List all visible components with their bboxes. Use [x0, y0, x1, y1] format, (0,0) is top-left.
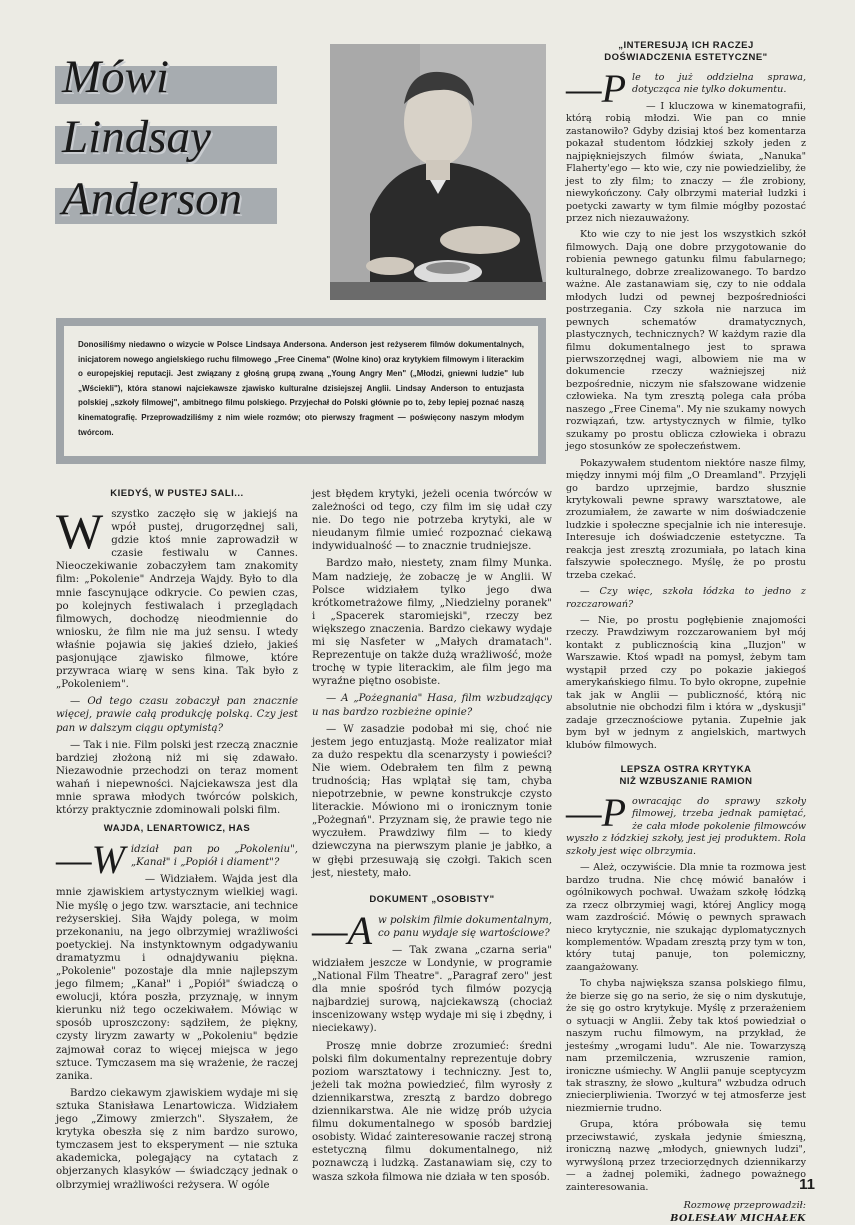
title-word-2: Lindsay — [62, 111, 211, 163]
paragraph: — I kluczowa w kinematografii, którą robią młodzi. Wie pan co mnie zastanowiło? Gdyby dzisiaj ktoś bez komentarza pokazał studentom łódzkiej szkoły jeden z najpiękniejszych filmów świata, „Nanuka" Flaherty'ego — kto wie, czy nie powiedzieliby, że jest to zły film; to znaczy — źle zrobiony, niewykończony. Cały olbrzymi materiał ludzki i poetycki zawarty w tym filmie mógłby pozostać przez nich niezauważony. — [566, 100, 806, 224]
section-heading — [566, 40, 806, 64]
paragraph: — Widziałem. Wajda jest dla mnie zjawiskiem artystycznym wielkiej wagi. Nie myślę o jego tzw. warsztacie, ani technice reżyserskiej. Siła Wajdy polega, w moim przekonaniu, na jego olbrzymiej wrażliwości poetyckiej. Na instynktownym odgadywaniu dramatyzmu i odnajdywaniu piękna. „Pokolenie" pozostaje dla mnie najlepszym jego filmem; „Kanał" i „Popiół" świadczą o ewolucji, która poszła, przyznaję, w innym kierunku niż tego oczekiwałem. Mówiąc w sposób uproszczony: sądziłem, że piękny, czysty liryzm zawarty w „Pokoleniu" będzie zajmował coraz to więcej miejsca w jego sztuce. Tymczasem ma się wrażenie, że raczej zanika. — [56, 874, 298, 1082]
question: — Czy więc, szkoła łódzka to jedno z rozczarowań? — [566, 586, 806, 610]
paragraph: Proszę mnie dobrze zrozumieć: średni polski film dokumentalny reprezentuje dobry poziom warsztatowy i techniczny. Jest to, jeżeli tak można powiedzieć, film wyrosły z dziennikarstwa, zresztą z bardzo dobrego dziennikarstwa. Ale nie widzę prób użycia filmu dokumentalnego w sposób bardziej osobisty. Widać zainteresowanie raczej stroną estetyczną filmu dokumentalnego, niż poznawczą i ludzką. Zastanawiam się, czy to wasza szkoła filmowa nie działa w ten sposób. — [312, 1040, 552, 1183]
paragraph: — Tak zwana „czarna seria" widziałem jeszcze w Londynie, w programie „National Film Theatre". „Paragraf zero" jest dla mnie spośród tych filmów pozycją najbardziej surową, najciekawszą (chociaż inscenizowany wstęp wydaje mi się i zbędny, i nieciekawy). — [312, 944, 552, 1035]
question: idział pan po „Pokoleniu", „Kanał" i „Popiół i diament"? — [130, 844, 298, 869]
paragraph: Kto wie czy to nie jest los wszystkich szkół filmowych. Dają one dobre przygotowanie do robienia pewnego gatunku filmu fabularnego; kulturalnego, dobrze zrealizowanego. To bardzo ważne. Ale zastanawiam się, czy to nie oddala młodych ludzi od pewnej bezpośredniości postrzegania. Czy szkoła nie narzuca im pewnych schematów dramatycznych, plastycznych, technicznych? W każdym razie dla filmu dokumentalnego jest to sprawa pierwszorzędnej wagi, albowiem nie ma w dokumencie rzeczy ważniejszej niż bezpośrednie, niczym nie sfałszowane widzenie człowieka. Na tym zresztą polega cała próba naszego „Free Cinema". My nie szukamy nowych rozwiązań, tzw. artystycznych w filmie, tylko szukamy po prostu oblicza człowieka i obrazu jego stosunków ze społeczeństwem. — [566, 229, 806, 453]
paragraph: — Tak i nie. Film polski jest rzeczą znacznie bardziej złożoną niż mi się zdawało. Niezawodnie przechodzi on teraz moment wahań i niepewności. Najciekawsza jest dla mnie sprawa młodych twórców polskich, którzy praktycznie zdominowali polski film. — [56, 739, 298, 817]
paragraph: To chyba największa szansa polskiego filmu, że bierze się go na serio, że się o nim dyskutuje, że się go ostro krytykuje. Myślę z przerażeniem o sytuacji w Anglii. Żeby tak ktoś powiedział o naszym ruchu filmowym, na przykład, że jesteśmy „wrogami ludu". Ale nie. Towarzyszą nam przemilczenia, wzruszenie ramion, ironiczne uśmiechy. W Anglii panuje sceptycyzm tak straszny, że słowo „kultura" wzbudza odruch zniecierpliwienia. Tworzyć w tej atmosferze jest niezmiernie trudno. — [566, 978, 806, 1114]
drop-cap: —P — [566, 790, 626, 836]
section-heading: KIEDYŚ, W PUSTEJ SALI... — [110, 488, 244, 499]
paragraph: szystko zaczęło się w jakiejś na wpół pustej, drugorzędnej sali, gdzie ktoś mnie zaprowadził w czasie festiwalu w Cannes. Nieoczekiwanie zobaczyłem tam znakomity film: „Pokolenie" Andrzeja Wajdy. Było to dla mnie fascynujące odkrycie. Co pewien czas, po kolejnych festiwalach i przeglądach filmowych, dochodzę nieodmiennie do wniosku, że film nie ma już sensu. I wtedy właśnie pojawia się jakieś dzieło, jakieś pasjonujące zjawisko filmowe, które przywraca wiarę w sens kina. Tak było z „Pokoleniem". — [56, 509, 298, 691]
heading-line: LEPSZA OSTRA KRYTYKA — [620, 764, 752, 776]
paragraph: Grupa, która próbowała się temu przeciwstawić, zyskała jedynie śmieszną, ironiczną nazwę „młodych, gniewnych ludzi", wyrwyśloną przez trzeciorzędnych dziennikarzy — a żadnej polemiki, żadnego poważnego zainteresowania. — [566, 1119, 806, 1193]
heading-line: „INTERESUJĄ ICH RACZEJ — [618, 40, 754, 51]
paragraph: Bardzo mało, niestety, znam filmy Munka. Mam nadzieję, że zobaczę je w Anglii. W Polsce widziałem tylko jego dwa krótkometrażowe filmy, „Niedzielny poranek" i „Spacerek staromiejski", rzeczy bez większego znaczenia. Bardzo ciekawy wydaje mi się Nasfeter w „Małych dramatach". Reprezentuje on także dużą wrażliwość, może trochę w typie literackim, ale film jego ma wyraźne piętno osobiste. — [312, 558, 552, 688]
intro-text: Donosiliśmy niedawno o wizycie w Polsce Lindsaya Andersona. Anderson jest reżyserem filmów dokumentalnych, inicjatorem nowego angielskiego ruchu filmowego „Free Cinema" (Wolne kino) oraz krytykiem filmowym i literackim o europejskiej reputacji. Jest związany z głośną grupą zwaną „Young Angry Men" („Młodzi, gniewni ludzie" lub „Wściekli"), która stanowi najciekawsze zjawisko kulturalne dzisiejszej Anglii. Lindsay Anderson to entuzjasta polskiej „szkoły filmowej", ambitnego filmu polskiego. Przyjechał do Polski głównie po to, żeby lepiej poznać naszą kinematografię. Przeprowadziliśmy z nim wiele rozmów; oto pierwszy fragment — poświęcony naszym młodym twórcom. — [64, 326, 538, 456]
section-heading: DOKUMENT „OSOBISTY" — [369, 893, 495, 905]
paragraph: Pokazywałem studentom niektóre nasze filmy, między innymi mój film „O Dreamland". Przyjęli go bardzo uprzejmie, bardzo słusznie krytykowali pewne sprawy warsztatowe, ale zrozumiałem, że zawarte w nim doświadczenie ludzkie i społeczne specjalnie ich nie interesuje. Interesuje ich doświadczenie estetyczne. Ta reakcja jest zresztą zrozumiała, po latach kina fałszywie społecznego. Myślę, że po prostu trzeba czekać. — [566, 457, 806, 581]
paragraph: — W zasadzie podobał mi się, choć nie jestem jego entuzjastą. Może realizator miał za dużo respektu dla scenarzysty i powieści? Nie wiem. Odebrałem ten film z pewną trudnością; Has wplątał się tam, chyba niepotrzebnie, w pewne konstrukcje czysto literackie. Mówiono mi o ironicznym tonie „Pożegnań". Przyznam się, że prawie tego nie wyczułem. Prawdziwy film — to kiedy dziewczyna na pierwszym planie je jabłko, a w głębi przesuwają się czołgi. Takich scen jest, niestety, mało. — [312, 723, 552, 879]
question: — A „Pożegnania" Hasa, film wzbudzający u nas bardzo rozbieżne opinie? — [312, 693, 552, 718]
drop-cap: —A — [312, 907, 372, 953]
paragraph: — Nie, po prostu pogłębienie znajomości rzeczy. Prawdziwym rozczarowaniem był mój kontakt z publicznością kina „Iluzjon" w Warszawie. Ktoś wpadł na pomysł, żebym tam wystąpił przed czy po pokazie jakiegoś amerykańskiego filmu. To było okropne, zupełnie tak jak w Anglii — publiczność, którą nic absolutnie nie obchodzi film i która w „dyskusji" zadaje grzecznościowe pytania. Zupełnie jak bym był w jednym z angielskich, martwych klubów filmowych. — [566, 615, 806, 751]
portrait-photo — [330, 44, 546, 300]
drop-cap: —P — [566, 66, 626, 111]
interviewer-credit: Rozmowę przeprowadził: — [683, 1200, 806, 1212]
drop-cap: W — [56, 503, 104, 559]
column-1 — [56, 482, 298, 1196]
paragraph: — Ależ, oczywiście. Dla mnie ta rozmowa jest bardzo trudna. Nie chcę mówić banałów i ogólnikowych pochwał. Uważam szkołę łódzką za rzecz olbrzymiej wagi, której Anglicy mogą wam zazdrościć. Mówię o pewnych sprawach nieco krytycznie, nie szukając dyplomatycznych komplementów. Wpadam zresztą przy tym w ton, który tutaj panuje, ton polemiczny, zaangażowany. — [566, 862, 806, 973]
column-2 — [312, 488, 552, 1188]
question: owracając do sprawy szkoły filmowej, trzeba jednak pamiętać, że cała młode pokolenie filmowców wyszło z łódzkiej szkoły, jest jej produktem. Rola szkoły jest więc olbrzymia. — [566, 796, 806, 857]
section-heading: WAJDA, LENARTOWICZ, HAS — [103, 823, 251, 835]
title-word-1: Mówi — [62, 51, 170, 103]
intro-box — [56, 318, 546, 464]
title-word-3: Anderson — [62, 173, 243, 225]
heading-line: DOŚWIADCZENIA ESTETYCZNE" — [604, 52, 768, 63]
interviewer-name: BOLESŁAW MICHAŁEK — [670, 1212, 806, 1224]
question: le to już oddzielna sprawa, dotycząca nie tylko dokumentu. — [632, 72, 806, 96]
question: w polskim filmie dokumentalnym, co panu wydaje się wartościowe? — [378, 914, 552, 939]
paragraph: Bardzo ciekawym zjawiskiem wydaje mi się sztuka Stanisława Lenartowicza. Widziałem jego „Zimowy zmierzch". Słyszałem, że krytyka obeszła się z nim bardzo surowo, tymczasem jest to eksperyment — nie sztuka akademicka, polegający na cytatach z objerzanych klasyków — świadczący jednak o olbrzymiej wrażliwości reżysera. W ogóle — [56, 1087, 298, 1191]
section-heading — [566, 764, 806, 788]
column-3 — [566, 40, 806, 1225]
page-number: 11 — [799, 1176, 815, 1193]
portrait-illustration — [330, 44, 546, 300]
paragraph: jest błędem krytyki, jeżeli ocenia twórców w zależności od tego, czy film im się udał czy nie. Do tego nie potrzeba krytyki, ale w nieudanym filmie umieć rozpoznać ciekawą indywidualność — to znacznie trudniejsze. — [312, 489, 552, 553]
question: — Od tego czasu zobaczył pan znacznie więcej, prawie całą produkcję polską. Czy jest pan w dalszym ciągu optymistą? — [56, 696, 298, 734]
drop-cap: —W — [56, 837, 125, 883]
heading-line: NIŻ WZBUSZANIE RAMION — [619, 776, 753, 788]
